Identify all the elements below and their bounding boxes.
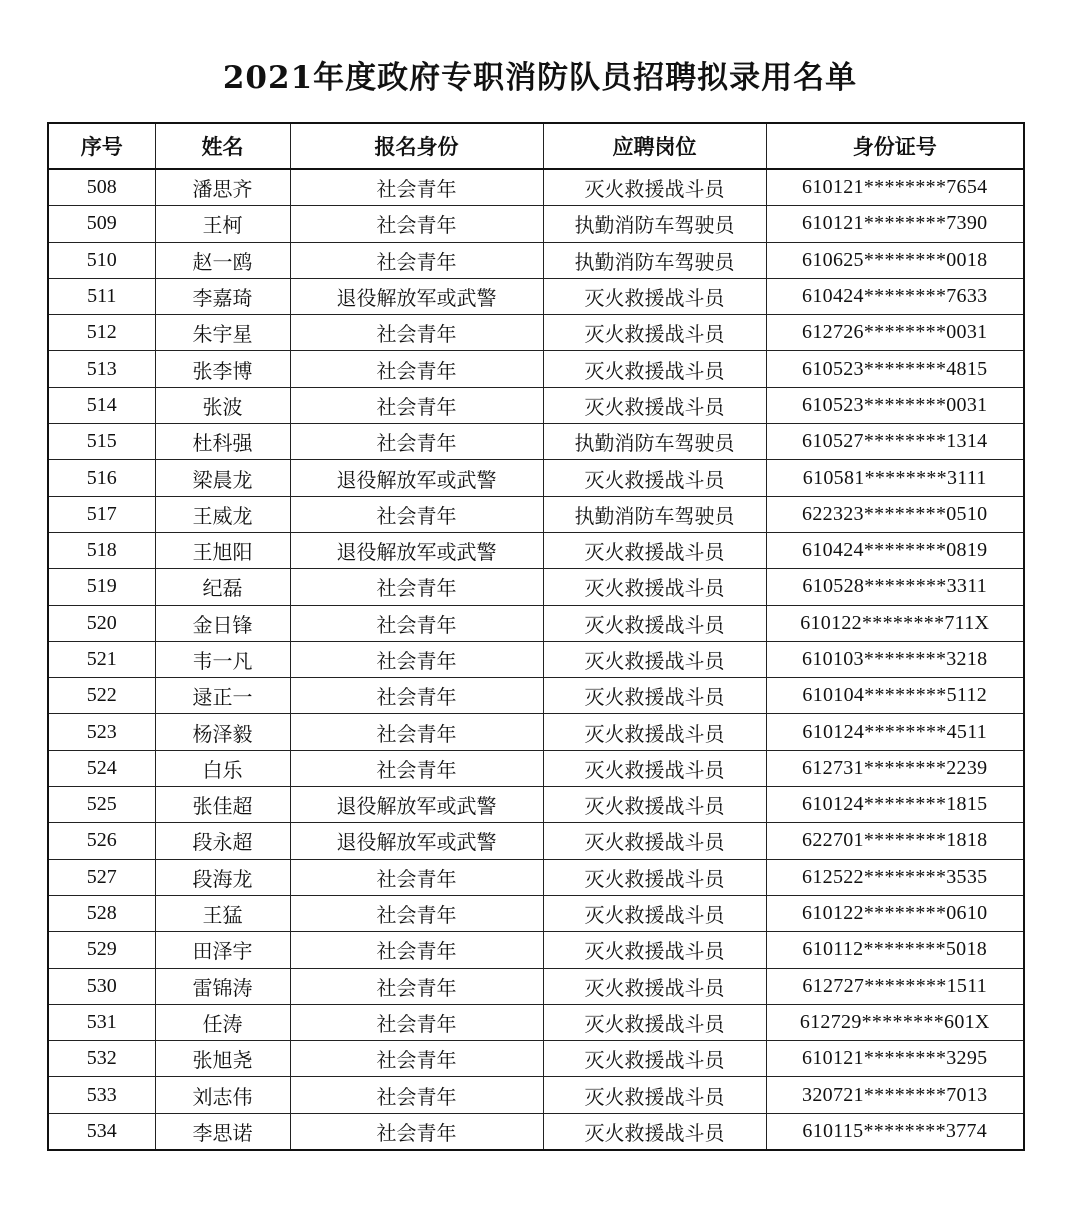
cell-position: 灭火救援战斗员 [543, 1041, 766, 1077]
cell-name: 梁晨龙 [155, 460, 290, 496]
table-row [48, 278, 1024, 314]
cell-name: 张旭尧 [155, 1041, 290, 1077]
cell-identity: 社会青年 [290, 315, 543, 351]
cell-identity: 社会青年 [290, 714, 543, 750]
cell-position: 灭火救援战斗员 [543, 1113, 766, 1150]
cell-id-number: 610103********3218 [766, 641, 1024, 677]
cell-name: 杨泽毅 [155, 714, 290, 750]
cell-identity: 社会青年 [290, 169, 543, 206]
cell-number: 529 [48, 932, 155, 968]
cell-name: 金日锋 [155, 605, 290, 641]
cell-name: 王柯 [155, 206, 290, 242]
cell-id-number: 610124********4511 [766, 714, 1024, 750]
cell-number: 512 [48, 315, 155, 351]
cell-identity: 退役解放军或武警 [290, 532, 543, 568]
cell-id-number: 612522********3535 [766, 859, 1024, 895]
cell-identity: 社会青年 [290, 895, 543, 931]
cell-position: 灭火救援战斗员 [543, 1077, 766, 1113]
cell-identity: 退役解放军或武警 [290, 787, 543, 823]
cell-number: 527 [48, 859, 155, 895]
cell-id-number: 610122********0610 [766, 895, 1024, 931]
cell-position: 灭火救援战斗员 [543, 787, 766, 823]
table-row [48, 424, 1024, 460]
cell-id-number: 622701********1818 [766, 823, 1024, 859]
table-row [48, 206, 1024, 242]
cell-number: 517 [48, 496, 155, 532]
cell-id-number: 320721********7013 [766, 1077, 1024, 1113]
table-row [48, 750, 1024, 786]
cell-name: 刘志伟 [155, 1077, 290, 1113]
cell-name: 王旭阳 [155, 532, 290, 568]
table-row [48, 496, 1024, 532]
table-row [48, 787, 1024, 823]
cell-name: 李思诺 [155, 1113, 290, 1150]
cell-name: 王威龙 [155, 496, 290, 532]
cell-number: 513 [48, 351, 155, 387]
cell-id-number: 610115********3774 [766, 1113, 1024, 1150]
cell-id-number: 610104********5112 [766, 678, 1024, 714]
cell-number: 531 [48, 1004, 155, 1040]
cell-number: 528 [48, 895, 155, 931]
cell-identity: 社会青年 [290, 1004, 543, 1040]
cell-id-number: 610528********3311 [766, 569, 1024, 605]
cell-identity: 社会青年 [290, 1113, 543, 1150]
cell-position: 灭火救援战斗员 [543, 968, 766, 1004]
cell-position: 灭火救援战斗员 [543, 278, 766, 314]
cell-name: 朱宇星 [155, 315, 290, 351]
cell-position: 灭火救援战斗员 [543, 169, 766, 206]
table-header [48, 123, 1024, 169]
cell-id-number: 610523********0031 [766, 387, 1024, 423]
cell-identity: 社会青年 [290, 242, 543, 278]
cell-name: 段永超 [155, 823, 290, 859]
cell-id-number: 610424********0819 [766, 532, 1024, 568]
cell-position: 灭火救援战斗员 [543, 641, 766, 677]
cell-number: 530 [48, 968, 155, 1004]
cell-position: 灭火救援战斗员 [543, 569, 766, 605]
cell-number: 519 [48, 569, 155, 605]
cell-identity: 社会青年 [290, 569, 543, 605]
cell-number: 514 [48, 387, 155, 423]
cell-number: 520 [48, 605, 155, 641]
cell-identity: 退役解放军或武警 [290, 278, 543, 314]
cell-id-number: 610122********711X [766, 605, 1024, 641]
header-row [48, 123, 1024, 169]
cell-identity: 社会青年 [290, 351, 543, 387]
cell-number: 523 [48, 714, 155, 750]
cell-name: 李嘉琦 [155, 278, 290, 314]
cell-id-number: 612731********2239 [766, 750, 1024, 786]
table-row [48, 242, 1024, 278]
table-row [48, 315, 1024, 351]
cell-name: 逯正一 [155, 678, 290, 714]
table-row [48, 169, 1024, 206]
cell-id-number: 610121********3295 [766, 1041, 1024, 1077]
cell-name: 白乐 [155, 750, 290, 786]
cell-number: 509 [48, 206, 155, 242]
table-row [48, 823, 1024, 859]
cell-number: 516 [48, 460, 155, 496]
cell-position: 灭火救援战斗员 [543, 859, 766, 895]
cell-position: 灭火救援战斗员 [543, 895, 766, 931]
cell-identity: 社会青年 [290, 424, 543, 460]
table-row [48, 460, 1024, 496]
table-row [48, 351, 1024, 387]
cell-position: 灭火救援战斗员 [543, 387, 766, 423]
roster-table [47, 122, 1025, 1151]
cell-number: 515 [48, 424, 155, 460]
cell-position: 执勤消防车驾驶员 [543, 242, 766, 278]
cell-id-number: 610527********1314 [766, 424, 1024, 460]
cell-position: 灭火救援战斗员 [543, 605, 766, 641]
cell-id-number: 612726********0031 [766, 315, 1024, 351]
cell-id-number: 610625********0018 [766, 242, 1024, 278]
table-row [48, 895, 1024, 931]
table-row [48, 1077, 1024, 1113]
cell-name: 杜科强 [155, 424, 290, 460]
cell-name: 赵一鸥 [155, 242, 290, 278]
cell-identity: 社会青年 [290, 1077, 543, 1113]
cell-name: 潘思齐 [155, 169, 290, 206]
cell-identity: 退役解放军或武警 [290, 823, 543, 859]
table-row [48, 932, 1024, 968]
cell-name: 田泽宇 [155, 932, 290, 968]
column-header-name: 姓名 [155, 123, 290, 169]
cell-number: 532 [48, 1041, 155, 1077]
cell-id-number: 622323********0510 [766, 496, 1024, 532]
table-row [48, 532, 1024, 568]
table-body [48, 169, 1024, 1150]
cell-number: 526 [48, 823, 155, 859]
cell-number: 518 [48, 532, 155, 568]
cell-identity: 社会青年 [290, 750, 543, 786]
cell-number: 534 [48, 1113, 155, 1150]
column-header-position: 应聘岗位 [543, 123, 766, 169]
cell-id-number: 610112********5018 [766, 932, 1024, 968]
cell-id-number: 610523********4815 [766, 351, 1024, 387]
cell-id-number: 610121********7654 [766, 169, 1024, 206]
cell-number: 508 [48, 169, 155, 206]
page-title: 2021年度政府专职消防队员招聘拟录用名单 [222, 60, 858, 96]
column-header-number: 序号 [48, 123, 155, 169]
cell-position: 灭火救援战斗员 [543, 750, 766, 786]
cell-number: 510 [48, 242, 155, 278]
cell-position: 灭火救援战斗员 [543, 315, 766, 351]
cell-name: 任涛 [155, 1004, 290, 1040]
cell-name: 张佳超 [155, 787, 290, 823]
cell-identity: 社会青年 [290, 605, 543, 641]
cell-identity: 社会青年 [290, 206, 543, 242]
cell-position: 执勤消防车驾驶员 [543, 206, 766, 242]
table-row [48, 968, 1024, 1004]
cell-name: 雷锦涛 [155, 968, 290, 1004]
cell-position: 灭火救援战斗员 [543, 351, 766, 387]
cell-position: 灭火救援战斗员 [543, 932, 766, 968]
table-row [48, 714, 1024, 750]
cell-number: 533 [48, 1077, 155, 1113]
table-row [48, 1004, 1024, 1040]
cell-identity: 社会青年 [290, 678, 543, 714]
cell-number: 511 [48, 278, 155, 314]
table-row [48, 1113, 1024, 1150]
table-row [48, 605, 1024, 641]
cell-name: 张波 [155, 387, 290, 423]
table-row [48, 859, 1024, 895]
cell-position: 灭火救援战斗员 [543, 460, 766, 496]
table-row [48, 569, 1024, 605]
cell-number: 525 [48, 787, 155, 823]
cell-identity: 社会青年 [290, 1041, 543, 1077]
cell-position: 灭火救援战斗员 [543, 823, 766, 859]
cell-position: 执勤消防车驾驶员 [543, 424, 766, 460]
cell-identity: 退役解放军或武警 [290, 460, 543, 496]
cell-name: 纪磊 [155, 569, 290, 605]
cell-id-number: 610581********3111 [766, 460, 1024, 496]
cell-position: 灭火救援战斗员 [543, 714, 766, 750]
cell-identity: 社会青年 [290, 387, 543, 423]
table-row [48, 641, 1024, 677]
table-row [48, 678, 1024, 714]
cell-name: 韦一凡 [155, 641, 290, 677]
cell-id-number: 610424********7633 [766, 278, 1024, 314]
column-header-identity: 报名身份 [290, 123, 543, 169]
cell-identity: 社会青年 [290, 932, 543, 968]
cell-position: 执勤消防车驾驶员 [543, 496, 766, 532]
cell-position: 灭火救援战斗员 [543, 532, 766, 568]
cell-position: 灭火救援战斗员 [543, 1004, 766, 1040]
cell-identity: 社会青年 [290, 641, 543, 677]
cell-name: 张李博 [155, 351, 290, 387]
cell-number: 524 [48, 750, 155, 786]
cell-id-number: 612727********1511 [766, 968, 1024, 1004]
cell-id-number: 610124********1815 [766, 787, 1024, 823]
cell-identity: 社会青年 [290, 859, 543, 895]
cell-identity: 社会青年 [290, 968, 543, 1004]
table-row [48, 387, 1024, 423]
cell-number: 522 [48, 678, 155, 714]
table-row [48, 1041, 1024, 1077]
cell-name: 段海龙 [155, 859, 290, 895]
cell-position: 灭火救援战斗员 [543, 678, 766, 714]
column-header-id-number: 身份证号 [766, 123, 1024, 169]
cell-identity: 社会青年 [290, 496, 543, 532]
cell-id-number: 612729********601X [766, 1004, 1024, 1040]
cell-name: 王猛 [155, 895, 290, 931]
cell-id-number: 610121********7390 [766, 206, 1024, 242]
cell-number: 521 [48, 641, 155, 677]
